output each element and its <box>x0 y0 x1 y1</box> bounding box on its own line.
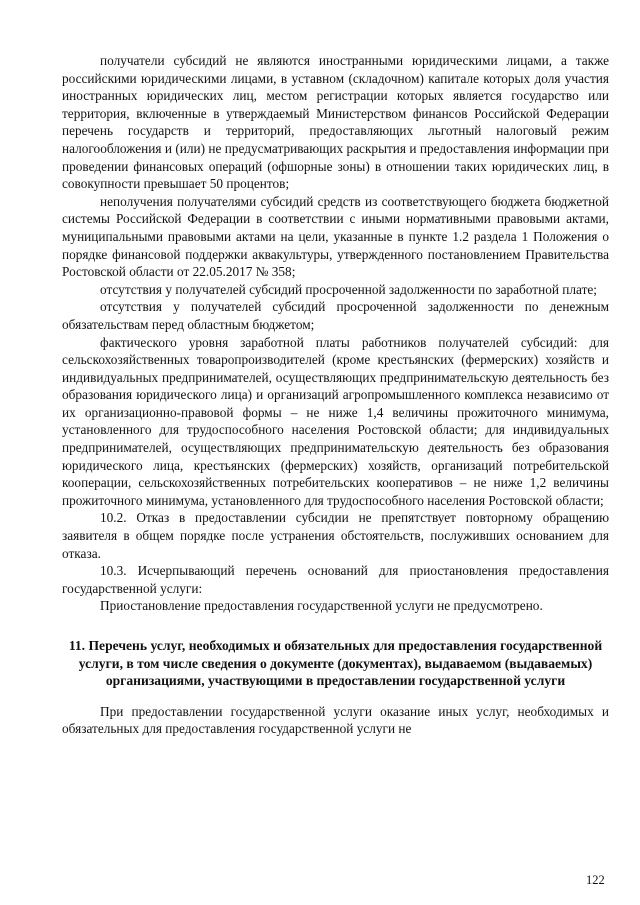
paragraph-closing: При предоставлении государственной услуги оказание иных услуг, необходимых и обязательных для предоставления государственной услуги не <box>62 703 609 737</box>
paragraph-10-2: 10.2. Отказ в предоставлении субсидии не препятствует повторному обращению заявителя в общем порядке после устранения обстоятельств, послуживших основанием для отказа. <box>62 510 609 561</box>
document-page <box>62 52 609 738</box>
paragraph-wage-level: фактического уровня заработной платы работников получателей субсидий: для сельскохозяйственных товаропроизводителей (кроме крестьянских (фермерских) хозяйств и индивидуальных предпринимателей, осуществляющих предпринимательскую деятельность без образования юридического лица) и организаций агропромышленного комплекса независимо от их организационно-правовой формы – не ниже 1,4 величины прожиточного минимума, установленного для трудоспособного населения Ростовской области; для индивидуальных предпринимателей, осуществляющих предпринимательскую деятельность без образования юридического лица, крестьянских (фермерских) хозяйств, организаций потребительской кооперации, сельскохозяйственных потребительских кооперативов – не ниже 1,2 величины прожиточного минимума, установленного для трудоспособного населения Ростовской области; <box>62 334 609 508</box>
section-heading-11: 11. Перечень услуг, необходимых и обязательных для предоставления государственной услуги, в том числе сведения о документе (документах), выдаваемом (выдаваемых) организациями, участвующими в предоставлении государственной услуги <box>68 638 603 689</box>
paragraph-10-3: 10.3. Исчерпывающий перечень оснований для приостановления предоставления государственной услуги: <box>62 563 609 596</box>
paragraph-foreign-entities: получатели субсидий не являются иностранными юридическими лицами, а также российскими юридическими лицами, в уставном (складочном) капитале которых доля участия иностранных юридических лиц, местом регистрации которых является государство или территория, включенные в утверждаемый Министерством финансов Российской Федерации перечень государств и территорий, предоставляющих льготный налоговый режим налогообложения и (или) не предусматривающих раскрытия и предоставления информации при проведении финансовых операций (офшорные зоны) в отношении таких юридических лиц, в совокупности превышает 50 процентов; <box>62 53 609 192</box>
paragraph-no-budget-debt: отсутствия у получателей субсидий просроченной задолженности по денежным обязательствам перед областным бюджетом; <box>62 299 609 332</box>
paragraph-no-other-funds: неполучения получателями субсидий средств из соответствующего бюджета бюджетной системы Российской Федерации в соответствии с иными нормативными правовыми актами, муниципальными правовыми актами на цели, указанные в пункте 1.2 раздела 1 Положения о порядке финансовой поддержки аквакультуры, утвержденного постановлением Правительства Ростовской области от 22.05.2017 № 358; <box>62 193 609 280</box>
page-number: 122 <box>586 873 605 887</box>
section-gap <box>62 690 609 703</box>
paragraph-suspension: Приостановление предоставления государственной услуги не предусмотрено. <box>100 598 543 614</box>
paragraph-no-wage-arrears: отсутствия у получателей субсидий просроченной задолженности по заработной плате; <box>100 281 598 297</box>
